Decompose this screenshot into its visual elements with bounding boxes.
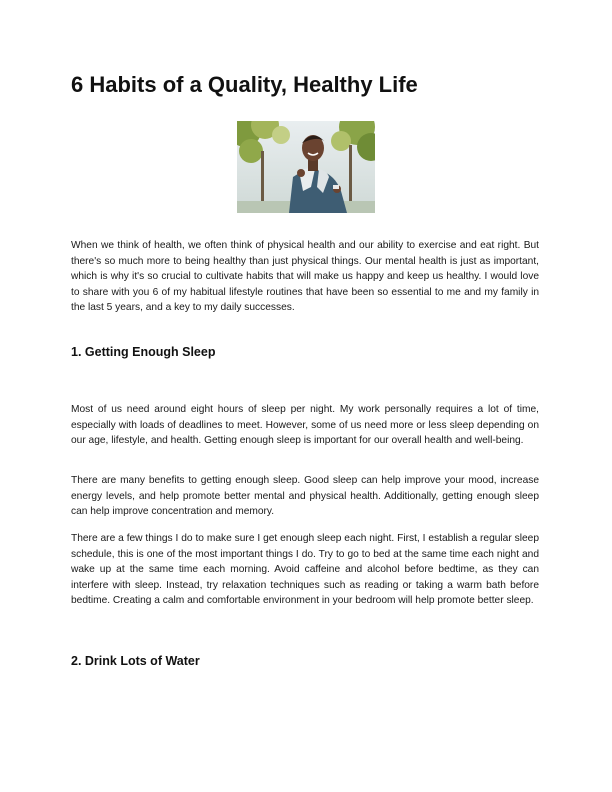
hero-image bbox=[237, 121, 375, 213]
intro-paragraph: When we think of health, we often think of physical health and our ability to exercise and eat right. But there's so much more to being healthy than just physical things. Our mental health is just as important, which is why it's so crucial to cultivate habits that will make us happy and keep us healthy. I would love to share with you 6 of my habitual lifestyle routines that have been so essential to me and my family in the last 5 years, and a key to my daily successes. bbox=[71, 240, 539, 313]
section-heading-water: 2. Drink Lots of Water bbox=[71, 654, 200, 668]
page-title: 6 Habits of a Quality, Healthy Life bbox=[71, 72, 418, 97]
section-heading-sleep: 1. Getting Enough Sleep bbox=[71, 345, 216, 359]
sleep-paragraph-3: There are a few things I do to make sure I get enough sleep each night. First, I establish a regular sleep schedule, this is one of the most important things I do. Try to go to bed at the same time each night and wake up at the same time each morning. Avoid caffeine and alcohol before bedtime, as they can interfere with sleep. Instead, try relaxation techniques such as reading or taking a warm bath before bedtime. Creating a calm and comfortable environment in your bedroom will help promote better sleep. bbox=[71, 533, 539, 606]
sleep-paragraph-1: Most of us need around eight hours of sleep per night. My work personally requires a lot of time, especially with loads of deadlines to meet. However, some of us need more or less sleep depending on our age, lifestyle, and health. Getting enough sleep is important for our overall health and well-being. bbox=[71, 404, 539, 446]
sleep-paragraph-2: There are many benefits to getting enough sleep. Good sleep can help improve your mood, increase energy levels, and help promote better mental and physical health. Additionally, getting enough sleep can help improve concentration and memory. bbox=[71, 475, 539, 517]
